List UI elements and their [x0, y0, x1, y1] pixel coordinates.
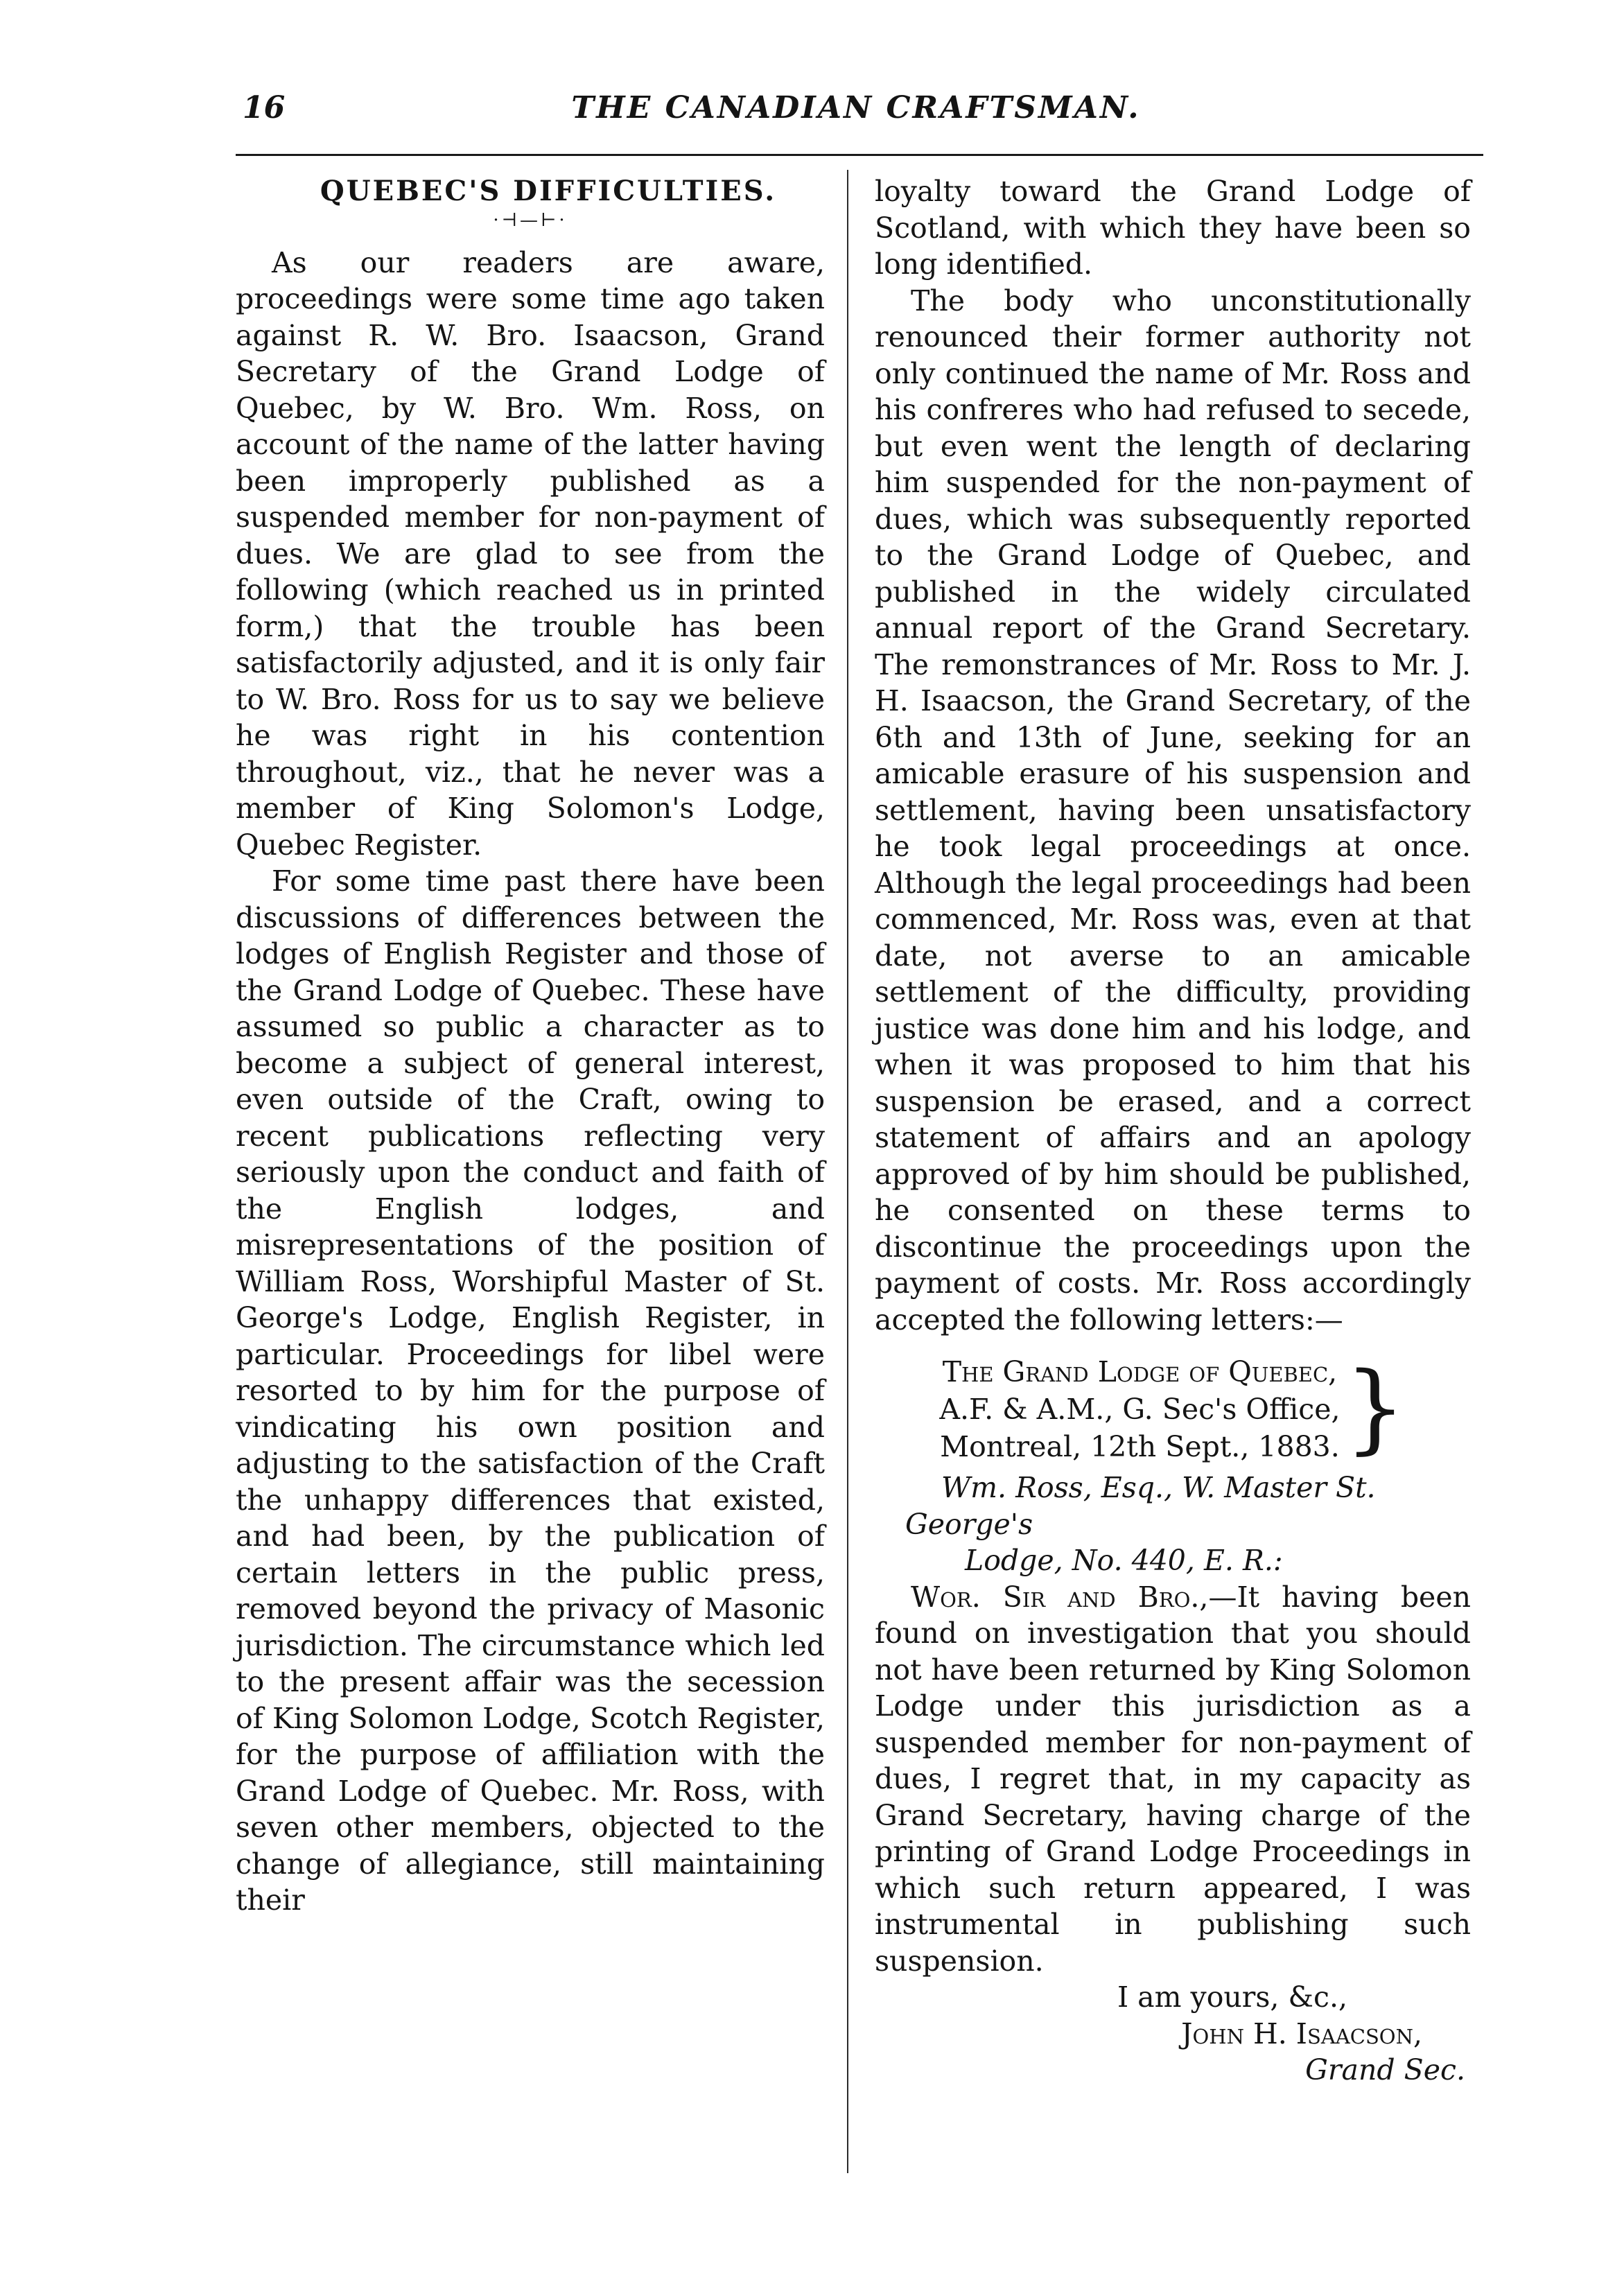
right-column: [875, 173, 1471, 2089]
letter-heading-line: The Grand Lodge of Quebec,: [942, 1355, 1338, 1388]
title-ornament: ·⊣—⊢·: [493, 209, 568, 231]
addressee-line: Lodge, No. 440, E. R.:: [965, 1544, 1283, 1577]
header-rule: [236, 154, 1483, 156]
page-number: 16: [243, 90, 286, 125]
letter-heading: [875, 1353, 1471, 1465]
article-paragraph: The body who unconstitutionally renounced their former authority not only continued the name of Mr. Ross and his confreres who had refused to secede, but even went the length of declaring him suspended for the non-payment of dues, which was subsequently reported to the Grand Lodge of Quebec, and published in the widely circulated annual report of the Grand Secretary. The remonstrances of Mr. Ross to Mr. J. H. Isaacson, the Grand Secretary, of the 6th and 13th of June, seeking for an amicable erasure of his suspension and settlement, having been unsatisfactory he took legal proceedings at once. Although the legal proceedings had been commenced, Mr. Ross was, even at that date, not averse to an amicable settlement of the difficulty, providing justice was done him and his lodge, and when it was proposed to him that his suspension be erased, and a correct statement of affairs and an apology approved of by him should be published, he consented on these terms to discontinue the proceedings upon the payment of costs. Mr. Ross accordingly accepted the following letters:—: [875, 284, 1471, 1336]
letter-heading-line: Montreal, 12th Sept., 1883.: [940, 1430, 1340, 1463]
brace-glyph: }: [1344, 1352, 1406, 1465]
article-paragraph: loyalty toward the Grand Lodge of Scotland, with which they have been so long identified.: [875, 175, 1471, 281]
addressee-line: Wm. Ross, Esq., W. Master St. George's: [905, 1471, 1376, 1541]
left-column: [236, 173, 825, 1919]
article-paragraph: For some time past there have been discussions of differences between the lodges of English Register and those of the Grand Lodge of Quebec. These have assumed so public a character as to become a subject of general interest, even outside of the Craft, owing to recent publications reflecting very seriously upon the conduct and faith of the English lodges, and misrepresentations of the position of William Ross, Worshipful Master of St. George's Lodge, English Register, in particular. Proceedings for libel were resorted to by him for the purpose of vindicating his own position and adjusting to the satisfaction of the Craft the unhappy differences that existed, and had been, by the publication of certain letters in the public press, removed beyond the privacy of Masonic jurisdiction. The circumstance which led to the present affair was the secession of King Solomon Lodge, Scotch Register, for the purpose of affiliation with the Grand Lodge of Quebec. Mr. Ross, with seven other members, objected to the change of allegiance, still maintaining their: [236, 864, 825, 1917]
article-title: QUEBEC'S DIFFICULTIES.: [320, 175, 777, 207]
running-title: THE CANADIAN CRAFTSMAN.: [571, 90, 1141, 125]
letter-body-text: —It having been found on investigation that you should not have been returned by King Solomon Lodge under this jurisdiction as a suspended member for non-payment of dues, I regret that, in my capacity as Grand Secretary, having charge of the printing of Grand Lodge Proceedings in which such return appeared, I was instrumental in publishing such suspension.: [875, 1580, 1471, 1978]
article-paragraph: As our readers are aware, proceedings were some time ago taken against R. W. Bro. Isaacson, Grand Secretary of the Grand Lodge of Quebec, by W. Bro. Wm. Ross, on account of the name of the latter having been improperly published as a suspended member for non-payment of dues. We are glad to see from the following (which reached us in printed form,) that the trouble has been satisfactorily adjusted, and it is only fair to W. Bro. Ross for us to say we believe he was right in his contention throughout, viz., that he never was a member of King Solomon's Lodge, Quebec Register.: [236, 245, 825, 862]
letter-heading-line: A.F. & A.M., G. Sec's Office,: [939, 1393, 1341, 1426]
signature-title: Grand Sec.: [1305, 2053, 1465, 2087]
letter-closing: I am yours, &c.,: [1117, 1980, 1348, 2014]
letter-addressee: [875, 1470, 1471, 1579]
page-header: [236, 90, 1476, 146]
column-divider: [847, 170, 848, 2173]
letter-signature: John H. Isaacson,: [1181, 2016, 1422, 2050]
letter-body: [875, 1579, 1471, 1980]
letter-salutation: Wor. Sir and Bro.,: [911, 1580, 1209, 1614]
